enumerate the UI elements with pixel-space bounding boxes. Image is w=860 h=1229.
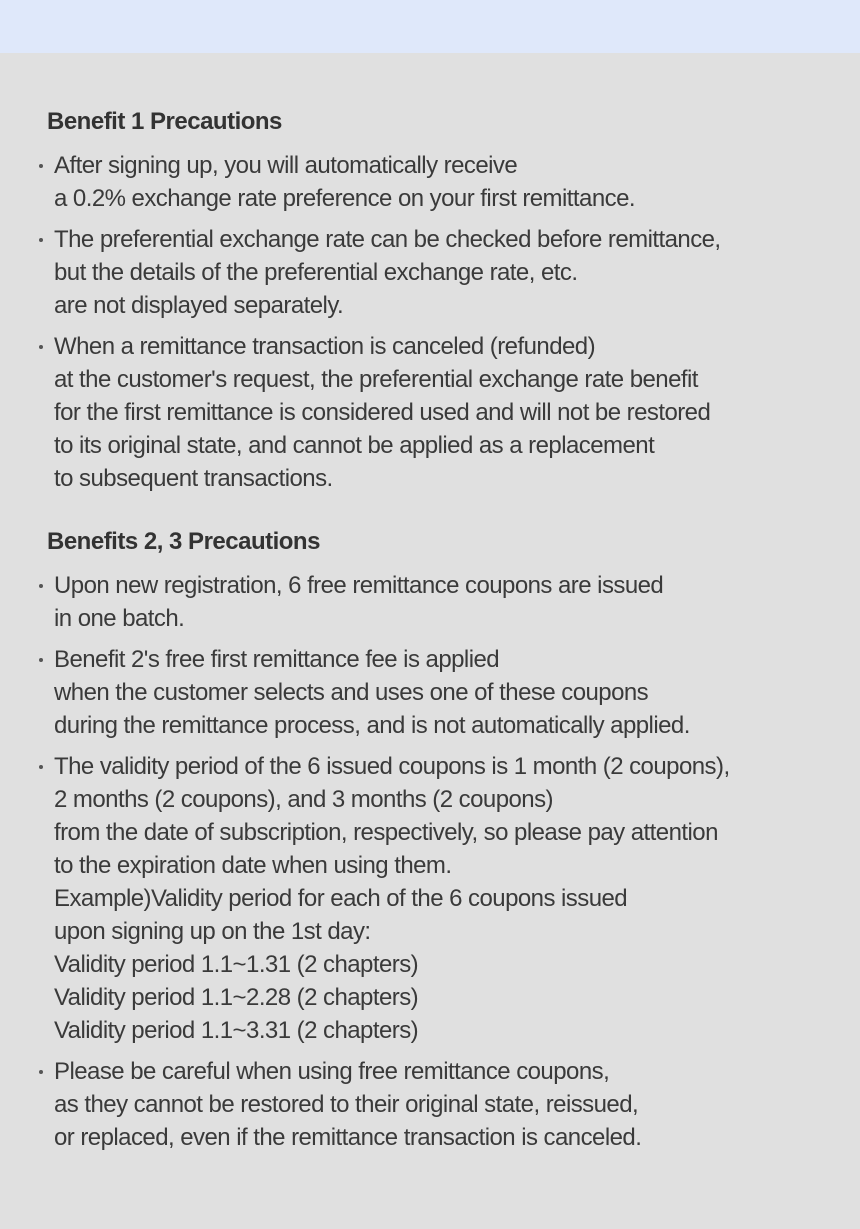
- item-text-line: from the date of subscription, respectively, so please pay attention: [54, 819, 718, 846]
- item-text-line: 2 months (2 coupons), and 3 months (2 coupons): [54, 786, 553, 813]
- item-text-line: Validity period 1.1~3.31 (2 chapters): [54, 1017, 419, 1044]
- section-title-benefits-2-3: Benefits 2, 3 Precautions: [47, 528, 320, 555]
- item-text-line: Validity period 1.1~2.28 (2 chapters): [54, 984, 419, 1011]
- item-text-line: The preferential exchange rate can be checked before remittance,: [54, 226, 721, 253]
- item-text-line: When a remittance transaction is canceled (refunded): [54, 333, 596, 360]
- item-text-line: in one batch.: [54, 605, 185, 632]
- item-text-line: Upon new registration, 6 free remittance coupons are issued: [54, 572, 664, 599]
- item-text-line: Please be careful when using free remittance coupons,: [54, 1058, 610, 1085]
- item-text-line: are not displayed separately.: [54, 292, 344, 319]
- item-text-line: Benefit 2's free first remittance fee is applied: [54, 646, 500, 673]
- item-text-line: The validity period of the 6 issued coupons is 1 month (2 coupons),: [54, 753, 730, 780]
- precautions-panel: [0, 53, 860, 1229]
- item-text-line: Example)Validity period for each of the 6 coupons issued: [54, 885, 628, 912]
- item-text-line: to subsequent transactions.: [54, 465, 333, 492]
- item-text-line: to the expiration date when using them.: [54, 852, 452, 879]
- item-text-line: or replaced, even if the remittance transaction is canceled.: [54, 1124, 642, 1151]
- top-header-band: [0, 0, 860, 53]
- item-text-line: when the customer selects and uses one of these coupons: [54, 679, 649, 706]
- item-text-line: but the details of the preferential exchange rate, etc.: [54, 259, 578, 286]
- item-text-line: for the first remittance is considered used and will not be restored: [54, 399, 711, 426]
- item-text-line: upon signing up on the 1st day:: [54, 918, 371, 945]
- item-text-line: during the remittance process, and is not automatically applied.: [54, 712, 690, 739]
- item-text-line: After signing up, you will automatically receive: [54, 152, 518, 179]
- item-text-line: Validity period 1.1~1.31 (2 chapters): [54, 951, 419, 978]
- item-text-line: to its original state, and cannot be applied as a replacement: [54, 432, 655, 459]
- section-title-benefit-1: Benefit 1 Precautions: [47, 108, 282, 135]
- item-text-line: as they cannot be restored to their original state, reissued,: [54, 1091, 639, 1118]
- item-text-line: at the customer's request, the preferential exchange rate benefit: [54, 366, 698, 393]
- item-text-line: a 0.2% exchange rate preference on your first remittance.: [54, 185, 635, 212]
